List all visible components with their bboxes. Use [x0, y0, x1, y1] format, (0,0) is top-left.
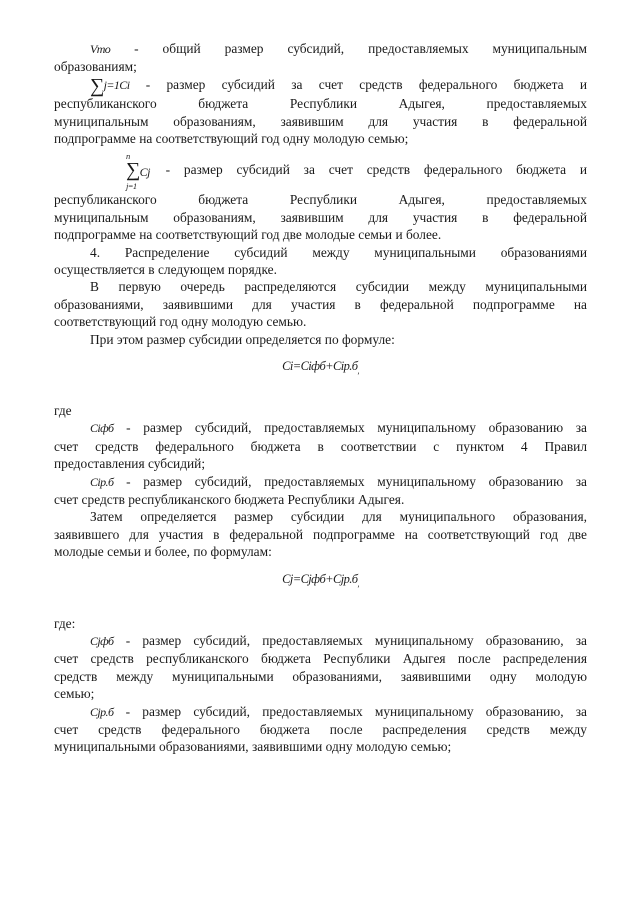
def-cjrb: Cjр.б - размер субсидий, предоставляемых муниципальному образованию, за — [90, 703, 587, 719]
def-cirb: Ciр.б - размер субсидий, предоставляемых муниципальному образованию за — [90, 473, 587, 489]
para-then-last: молодые семьи и более, по формулам: — [54, 544, 272, 560]
def-cjfb-line: счет средств республиканского бюджета Республики Адыгея после распределения — [54, 651, 587, 667]
def-vmo: Vmo - общий размер субсидий, предоставляемых муниципальным — [90, 41, 587, 56]
def-sum-ci-line: республиканского бюджета Республики Адыгея, предоставляемых — [54, 96, 587, 112]
symbol-cirb: Ciр.б — [90, 474, 114, 489]
def-cifb-line: счет средств федерального бюджета в соответствии с пунктом 4 Правил — [54, 438, 587, 454]
def-cifb: Ciфб - размер субсидий, предоставляемых муниципальному образованию за — [90, 420, 587, 436]
formula-cj: $Cj=Cjфб+Cjр.б_,$ — [282, 571, 359, 589]
para-4: 4. Распределение субсидий между муниципальными образованиями — [90, 244, 587, 260]
def-sum-ci-line: муниципальным образованиям, заявившим для участия в федеральной — [54, 113, 587, 129]
symbol-sum-ci: ∑j=1Ci — [90, 74, 130, 97]
para-first: В первую очередь распределяются субсидии между муниципальными — [90, 279, 587, 295]
def-vmo-cont: образованиям; — [54, 59, 137, 75]
where-label: где — [54, 403, 72, 418]
symbol-vmo: Vmo — [90, 42, 111, 56]
para-then-line: заявившего для участия в федеральной подпрограмме на соответствующий год две — [54, 526, 587, 542]
symbol-cifb: Ciфб — [90, 421, 114, 436]
para-first-last: соответствующий год одну молодую семью. — [54, 314, 307, 330]
def-sum-cj-line: муниципальным образованиям, заявившим для участия в федеральной — [54, 209, 587, 225]
para-first-line: образованиями, заявившими для участия в федеральной подпрограмме на — [54, 296, 587, 312]
def-cjrb-last: муниципальными образованиями, заявившими одну молодую семью; — [54, 739, 452, 755]
def-cjrb-line: счет средств федерального бюджета после распределения средств между — [54, 722, 587, 737]
document-page — [54, 40, 587, 756]
def-cjfb: Cjфб - размер субсидий, предоставляемых муниципальному образованию, за — [90, 632, 587, 648]
formula-ci: $Ci=Ciфб+Ciр.б_,$ — [282, 359, 359, 376]
def-sum-cj-line: республиканского бюджета Республики Адыгея, предоставляемых — [54, 192, 587, 208]
formula-intro: При этом размер субсидии определяется по формуле: — [90, 331, 395, 347]
def-cjfb-line: средств между муниципальными образованиями, заявившими одну молодую — [54, 668, 587, 684]
def-sum-cj: n ∑Cj j=1 - размер субсидий за счет средств федерального бюджета и — [54, 151, 587, 191]
para-4-last: осуществляется в следующем порядке. — [54, 262, 277, 278]
symbol-cjfb: Cjфб — [90, 633, 114, 648]
symbol-sum-cj: n ∑Cj j=1 — [126, 151, 150, 192]
symbol-cjrb: Cjр.б — [90, 704, 114, 719]
def-cifb-last: предоставления субсидий; — [54, 456, 206, 472]
def-sum-ci-last: подпрограмме на соответствующий год одну молодую семью; — [54, 131, 409, 147]
def-cjfb-last: семью; — [54, 686, 95, 702]
para-then: Затем определяется размер субсидии для муниципального образования, — [90, 509, 587, 525]
def-sum-ci: ∑j=1Ci - размер субсидий за счет средств федерального бюджета и — [90, 74, 587, 97]
def-cirb-last: счет средств республиканского бюджета Республики Адыгея. — [54, 492, 405, 508]
where-label-2: где: — [54, 615, 76, 631]
def-sum-cj-last: подпрограмме на соответствующий год две молодые семьи и более. — [54, 227, 442, 243]
